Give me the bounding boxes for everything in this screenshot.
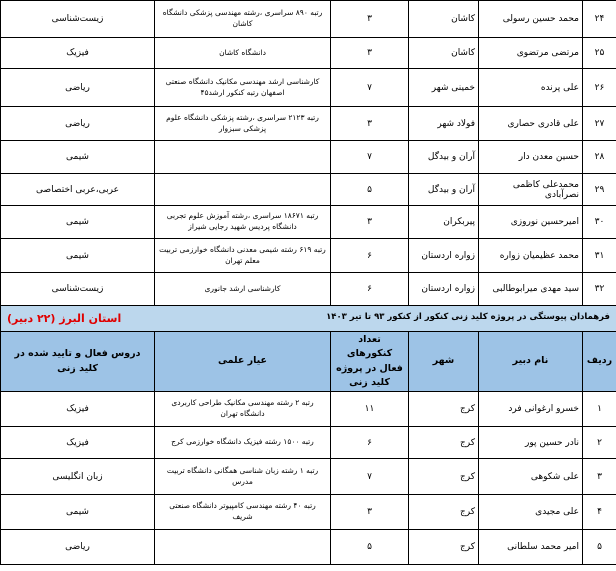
- active-lessons: شیمی: [1, 206, 155, 239]
- row-number: ۲۷: [583, 107, 616, 141]
- scientific-criterion: [155, 174, 331, 206]
- exam-count: ۱۱: [331, 392, 409, 427]
- header-city: شهر: [409, 332, 479, 392]
- header-lessons: دروس فعال و تایید شده در کلید زنی: [1, 332, 155, 392]
- scientific-criterion: کارشناسی ارشد مهندسی مکانیک دانشگاه صنعتی اصفهان رتبه کنکور ارشد۴۵: [155, 69, 331, 107]
- city: کرج: [409, 459, 479, 495]
- exam-count: ۵: [331, 174, 409, 206]
- scientific-criterion: [155, 530, 331, 565]
- exam-count: ۶: [331, 239, 409, 273]
- exam-count: ۳: [331, 107, 409, 141]
- teacher-name: محمدعلی کاظمی نصرآبادی: [479, 174, 583, 206]
- exam-count: ۵: [331, 530, 409, 565]
- teacher-name: علی مجیدی: [479, 495, 583, 530]
- row-number: ۲۴: [583, 1, 616, 38]
- table-row: [1, 495, 616, 530]
- province-label: استان البرز (۲۲ دبیر): [7, 312, 122, 325]
- active-lessons: زیست‌شناسی: [1, 273, 155, 306]
- teacher-name: محمد حسین رسولی: [479, 1, 583, 38]
- table-row: [1, 38, 616, 69]
- table-row: [1, 459, 616, 495]
- scientific-criterion: [155, 141, 331, 174]
- table-row: [1, 141, 616, 174]
- scientific-criterion: رتبه ۱۵۰۰ رشته فیزیک دانشگاه خوارزمی کرج: [155, 427, 331, 459]
- city: کرج: [409, 427, 479, 459]
- city: خمینی شهر: [409, 69, 479, 107]
- scientific-criterion: کارشناسی ارشد جانوری: [155, 273, 331, 306]
- exam-count: ۳: [331, 495, 409, 530]
- active-lessons: فیزیک: [1, 427, 155, 459]
- row-number: ۲۸: [583, 141, 616, 174]
- bottom-rows: [1, 392, 616, 565]
- table-row: [1, 107, 616, 141]
- header-criterion: عیار علمی: [155, 332, 331, 392]
- active-lessons: زبان انگلیسی: [1, 459, 155, 495]
- scientific-criterion: رتبه ۱ رشته زبان شناسی همگانی دانشگاه تربیت مدرس: [155, 459, 331, 495]
- scientific-criterion: رتبه ۲ رشته مهندسی مکانیک طراحی کاربردی دانشگاه تهران: [155, 392, 331, 427]
- top-rows: [1, 1, 616, 306]
- teacher-name: علی پرنده: [479, 69, 583, 107]
- city: زواره اردستان: [409, 273, 479, 306]
- active-lessons: فیزیک: [1, 38, 155, 69]
- exam-count: ۳: [331, 206, 409, 239]
- table-row: [1, 206, 616, 239]
- province-banner: [1, 306, 616, 332]
- teacher-name: خسرو ارغوانی فرد: [479, 392, 583, 427]
- scientific-criterion: رتبه ۱۸۶۷۱ سراسری ،رشته آموزش علوم تجربی دانشگاه پردیس شهید رجایی شیراز: [155, 206, 331, 239]
- teacher-name: امیر محمد سلطانی: [479, 530, 583, 565]
- banner-title: فرهمادان پیوستگی در پروژه کلید زنی کنکور از کنکور ۹۳ تا تیر ۱۴۰۳: [326, 312, 610, 322]
- teacher-name: مرتضی مرتضوی: [479, 38, 583, 69]
- city: کرج: [409, 495, 479, 530]
- table-row: [1, 427, 616, 459]
- column-headers: [1, 332, 616, 392]
- header-count: تعداد کنکورهای فعال در پروژه کلید زنی: [331, 332, 409, 392]
- scientific-criterion: دانشگاه کاشان: [155, 38, 331, 69]
- city: آران و بیدگل: [409, 174, 479, 206]
- city: فولاد شهر: [409, 107, 479, 141]
- active-lessons: ریاضی: [1, 530, 155, 565]
- table-row: [1, 530, 616, 565]
- row-number: ۲۵: [583, 38, 616, 69]
- teacher-name: امیرحسین نوروزی: [479, 206, 583, 239]
- active-lessons: ریاضی: [1, 107, 155, 141]
- city: کرج: [409, 530, 479, 565]
- header-name: نام دبیر: [479, 332, 583, 392]
- city: پیربکران: [409, 206, 479, 239]
- table-row: [1, 392, 616, 427]
- scientific-criterion: رتبه ۸۹۰ سراسری ،رشته مهندسی پزشکی دانشگاه کاشان: [155, 1, 331, 38]
- row-number: ۳۰: [583, 206, 616, 239]
- row-number: ۳: [583, 459, 616, 495]
- teacher-name: حسین معدن دار: [479, 141, 583, 174]
- row-number: ۳۱: [583, 239, 616, 273]
- row-number: ۳۲: [583, 273, 616, 306]
- exam-count: ۷: [331, 141, 409, 174]
- row-number: ۲: [583, 427, 616, 459]
- row-number: ۲۹: [583, 174, 616, 206]
- row-number: ۴: [583, 495, 616, 530]
- teacher-name: علی شکوهی: [479, 459, 583, 495]
- active-lessons: زیست‌شناسی: [1, 1, 155, 38]
- exam-count: ۳: [331, 38, 409, 69]
- table-row: [1, 239, 616, 273]
- teacher-name: محمد عظیمیان زواره: [479, 239, 583, 273]
- exam-count: ۷: [331, 69, 409, 107]
- city: کرج: [409, 392, 479, 427]
- exam-count: ۶: [331, 273, 409, 306]
- row-number: ۲۶: [583, 69, 616, 107]
- exam-count: ۷: [331, 459, 409, 495]
- row-number: ۵: [583, 530, 616, 565]
- active-lessons: ریاضی: [1, 69, 155, 107]
- teacher-name: سید مهدی میرابوطالبی: [479, 273, 583, 306]
- active-lessons: فیزیک: [1, 392, 155, 427]
- section-header: [1, 306, 616, 392]
- banner-cell: [1, 306, 616, 332]
- scientific-criterion: رتبه ۴۰ رشته مهندسی کامپیوتر دانشگاه صنعتی شریف: [155, 495, 331, 530]
- teacher-name: نادر حسین پور: [479, 427, 583, 459]
- active-lessons: عربی،عربی اختصاصی: [1, 174, 155, 206]
- city: زواره اردستان: [409, 239, 479, 273]
- table-row: [1, 69, 616, 107]
- active-lessons: شیمی: [1, 495, 155, 530]
- city: آران و بیدگل: [409, 141, 479, 174]
- exam-count: ۶: [331, 427, 409, 459]
- table-row: [1, 273, 616, 306]
- exam-count: ۳: [331, 1, 409, 38]
- scientific-criterion: رتبه ۲۱۲۳ سراسری ،رشته پزشکی دانشگاه علوم پزشکی سبزوار: [155, 107, 331, 141]
- active-lessons: شیمی: [1, 141, 155, 174]
- table-row: [1, 1, 616, 38]
- table-row: [1, 174, 616, 206]
- city: کاشان: [409, 38, 479, 69]
- active-lessons: شیمی: [1, 239, 155, 273]
- header-no: ردیف: [583, 332, 616, 392]
- row-number: ۱: [583, 392, 616, 427]
- scientific-criterion: رتبه ۶۱۹ رشته شیمی معدنی دانشگاه خوارزمی تربیت معلم تهران: [155, 239, 331, 273]
- city: کاشان: [409, 1, 479, 38]
- teacher-name: علی قادری حصاری: [479, 107, 583, 141]
